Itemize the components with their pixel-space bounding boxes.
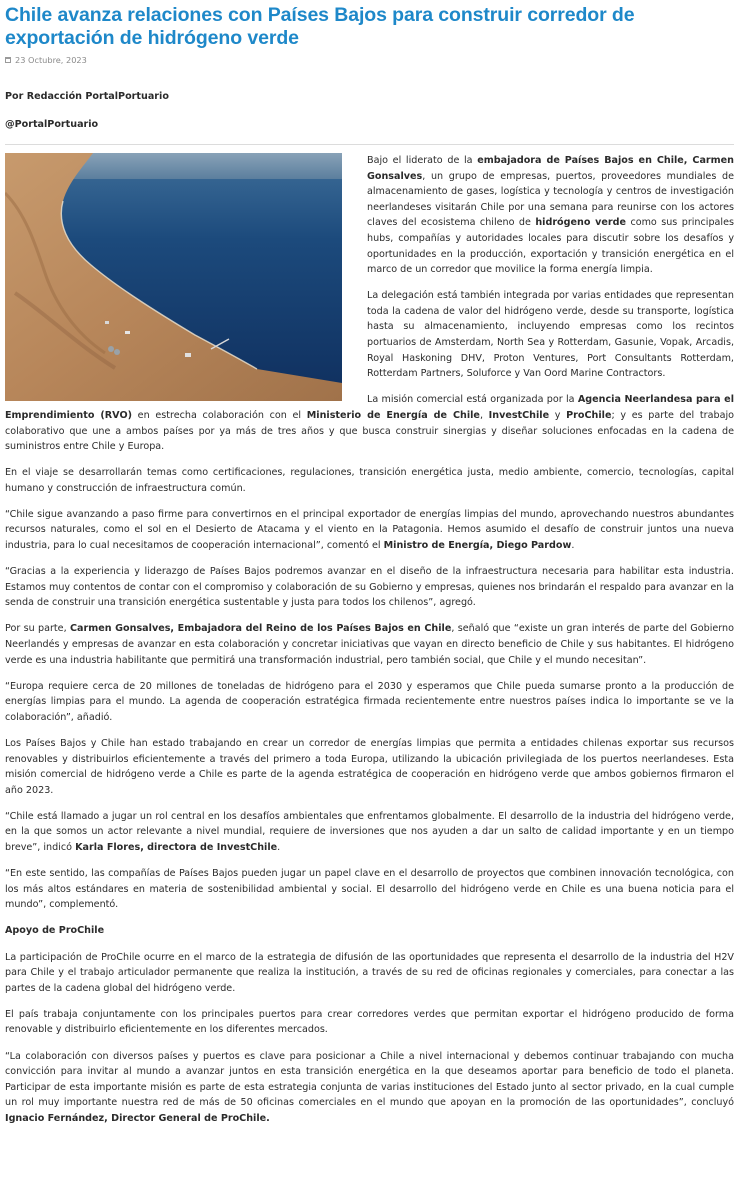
bold-run: hidrógeno verde (535, 217, 627, 229)
paragraph: El país trabaja conjuntamente con los principales puertos para crear corredores verdes que permitan exportar el hidrógeno producido de forma renovable y distribuirlo eficientemente en los diferentes mercados. (5, 1008, 734, 1036)
author-handle[interactable]: @PortalPortuario (5, 119, 99, 130)
paragraph: Bajo el liderato de la embajadora de Países Bajos en Chile, Carmen Gonsalves, un grupo de empresas, puertos, proveedores mundiales de almacenamiento de gases, logística y tecnología y centros de investigación neerlandeses visitarán Chile por una semana para reunirse con los actores claves del ecosistema chileno de hidrógeno verde como sus principales hubs, compañías y autoridades locales para discutir sobre los desafíos y oportunidades en la producción, exportación y transición energética en el marco de un corredor que movilice la forma energía limpia. (367, 155, 734, 276)
paragraph: La misión comercial está organizada por la Agencia Neerlandesa para el Emprendimiento (RVO) en estrecha colaboración con el Ministerio de Energía de Chile, InvestChile y ProChile; y es parte del trabajo colaborativo que une a ambos países por ya más de tres años y que busca construir sinergias y diseñar soluciones enfocadas en la cadena de suministros entre Chile y Europa. (5, 394, 734, 453)
paragraph: “Europa requiere cerca de 20 millones de toneladas de hidrógeno para el 2030 y esperamos que Chile pueda sumarse pronto a la producción de energías limpias para el mundo. La agenda de cooperación estratégica firmada recientemente entre nuestros países indica lo importante se ve la colaboración”, añadió. (5, 680, 734, 723)
bold-run: InvestChile (488, 409, 550, 421)
paragraph: La delegación está también integrada por varias entidades que representan toda la cadena de valor del hidrógeno verde, desde su transporte, logística hasta su almacenamiento, incluyendo empresas como los recintos portuarios de Amsterdam, North Sea y Rotterdam, Gasunie, Vopak, Arcadis, Royal Haskoning DHV, Proton Ventures, Port Consultants Rotterdam, Rotterdam Partners, Soluforce y Van Oord Marine Contractors. (367, 290, 734, 380)
paragraph: “Chile sigue avanzando a paso firme para convertirnos en el principal exportador de energías limpias del mundo, aprovechando nuestros abundantes recursos naturales, como el sol en el Desierto de Atacama y el viento en la Patagonia. Hemos asumido el desafío de construir juntos una nueva industria, para lo cual necesitamos de cooperación internacional”, comentó el Ministro de Energía, Diego Pardow. (5, 508, 734, 552)
divider (5, 144, 734, 145)
author-byline: Por Redacción PortalPortuario (5, 91, 169, 102)
paragraph: Los Países Bajos y Chile han estado trabajando en crear un corredor de energías limpias que permita a entidades chilenas exportar sus recursos renovables y distribuirlos eficientemente a través del primero a toda Europa, utilizando la ubicación privilegiada de los puertos neerlandeses. Esta misión comercial de hidrógeno verde a Chile es parte de la agenda estratégica de cooperación en hidrógeno verde que ambos gobiernos firmaron el año 2023. (5, 738, 734, 796)
bold-run: Ministerio de Energía de Chile (306, 409, 480, 421)
bold-run: Carmen Gonsalves, Embajadora del Reino de los Países Bajos en Chile (69, 623, 452, 635)
paragraph: “En este sentido, las compañías de Países Bajos pueden jugar un papel clave en el desarrollo de proyectos que combinen innovación tecnológica, con los más altos estándares en materia de sostenibilidad ambiental y social. El desarrollo del hidrógeno verde en Chile es una buena noticia para el mundo”, complementó. (5, 868, 734, 911)
publish-date-row (5, 53, 734, 67)
publish-date: 23 Octubre, 2023 (15, 55, 87, 65)
calendar-icon (5, 57, 11, 63)
bold-run: Ignacio Fernández, Director General de ProChile. (5, 1112, 270, 1124)
bold-run: Karla Flores, directora de InvestChile (75, 842, 278, 854)
coastline-aerial-photo (5, 153, 342, 401)
paragraph: “La colaboración con diversos países y puertos es clave para posicionar a Chile a nivel internacional y debemos continuar trabajando con mucha convicción para invitar al mundo a avanzar juntos en esta transición energética en la que deseamos aportar para beneficio de todo el planeta. Participar de esta importante misión es parte de esta estrategia conjunta de varias instituciones del Estado junto al sector privado, en la cual cumple un rol muy importante nuestra red de más de 50 oficinas comerciales en el mundo que apoyan en la promoción de las oportunidades”, concluyó Ignacio Fernández, Director General de ProChile. (5, 1050, 734, 1124)
paragraph: “Gracias a la experiencia y liderazgo de Países Bajos podremos avanzar en el diseño de la infraestructura necesaria para habilitar esta industria. Estamos muy contentos de contar con el compromiso y colaboración de su Gobierno y empresas, quienes nos brindarán el respaldo para avanzar en la senda de construir una transición energética sustentable y justa para todos los chilenos”, agregó. (5, 566, 734, 609)
bold-run: Agencia Neerlandesa para el Emprendimiento (RVO) (5, 394, 734, 421)
paragraph: La participación de ProChile ocurre en el marco de la estrategia de difusión de las oportunidades que representa el desarrollo de la industria del H2V para Chile y el trabajo articulador permanente que realiza la institución, a través de su red de oficinas regionales y comerciales, para conectar a las partes de la cadena global del hidrógeno verde. (5, 951, 734, 994)
section-subheading: Apoyo de ProChile (5, 925, 105, 937)
paragraph: “Chile está llamado a jugar un rol central en los desafíos ambientales que enfrentamos globalmente. El desarrollo de la industria del hidrógeno verde, en la que somos un actor relevante a nivel mundial, requiere de inversiones que nos ayuden a dar un salto de calidad importante y en un tiempo breve”, indicó Karla Flores, directora de InvestChile. (5, 810, 734, 854)
paragraph: Por su parte, Carmen Gonsalves, Embajadora del Reino de los Países Bajos en Chile, señaló que “existe un gran interés de parte del Gobierno Neerlandés y empresas de avanzar en esta colaboración y concretar iniciativas que vayan en directo beneficio de Chile y sus habitantes. El hidrógeno verde es una industria habilitante que permitirá una transformación industrial, pero también social, que Chile y el mundo necesitan”. (5, 623, 734, 666)
paragraph: En el viaje se desarrollarán temas como certificaciones, regulaciones, transición energética justa, medio ambiente, comercio, tecnologías, capital humano y construcción de infraestructura común. (5, 467, 734, 494)
bold-run: ProChile (566, 409, 612, 421)
article-body (5, 153, 734, 1126)
article-title: Chile avanza relaciones con Países Bajos para construir corredor de exportación de hidrógeno verde (5, 4, 635, 49)
bold-run: Ministro de Energía, Diego Pardow (383, 540, 572, 552)
bold-run: embajadora de Países Bajos en Chile, Carmen Gonsalves (367, 155, 734, 182)
